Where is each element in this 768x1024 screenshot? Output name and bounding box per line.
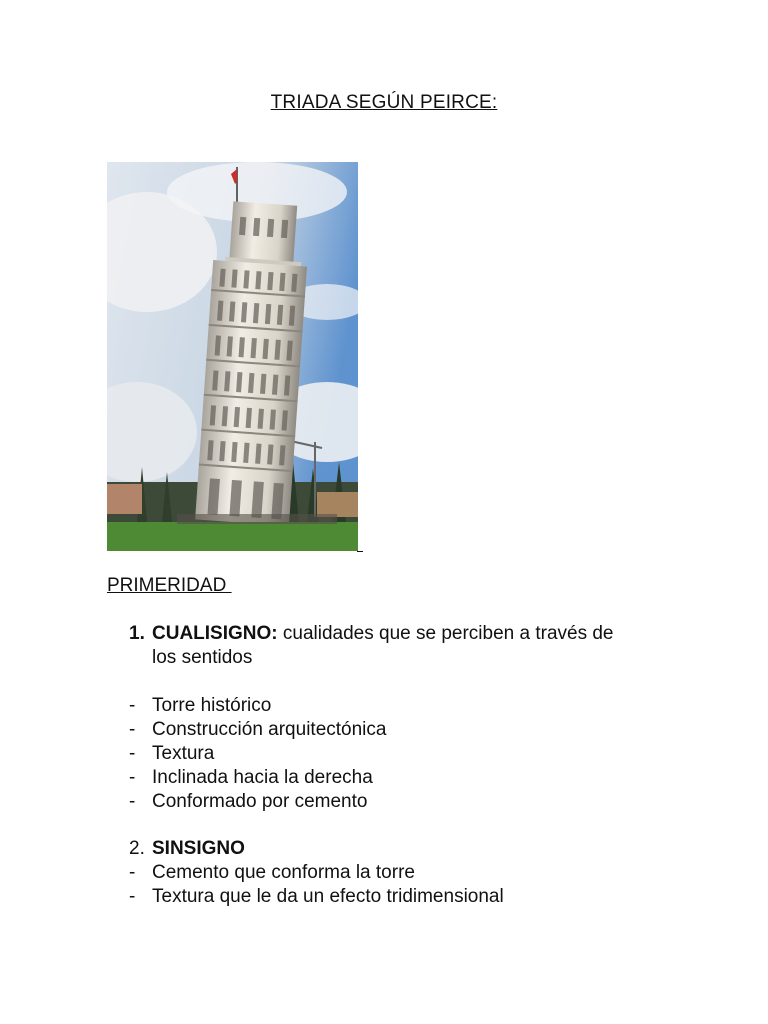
page-title: TRIADA SEGÚN PEIRCE: [270,92,498,113]
item-1-description: cualidades que se perciben a través de [277,623,614,644]
list-item: - Construcción arquitectónica [129,719,387,740]
list-item: - Cemento que conforma la torre [129,862,415,883]
item-1-description-continued: los sentidos [152,647,253,668]
list-item: - Textura [129,743,215,764]
item-2-heading [129,837,245,861]
item-1-heading [129,622,614,646]
list-item: - Inclinada hacia la derecha [129,767,373,788]
list-item: - Torre histórico [129,695,272,716]
leaning-tower-photo [107,162,358,551]
item-1-term: CUALISIGNO: [152,623,278,644]
section-heading-primeridad: PRIMERIDAD [107,575,232,596]
item-1-number: 1. [129,623,145,644]
list-item: - Conformado por cemento [129,791,368,812]
image-anchor-mark [357,551,363,552]
list-item: - Textura que le da un efecto tridimensional [129,886,504,907]
item-2-number: 2. [129,838,145,859]
item-2-term: SINSIGNO [152,838,245,859]
